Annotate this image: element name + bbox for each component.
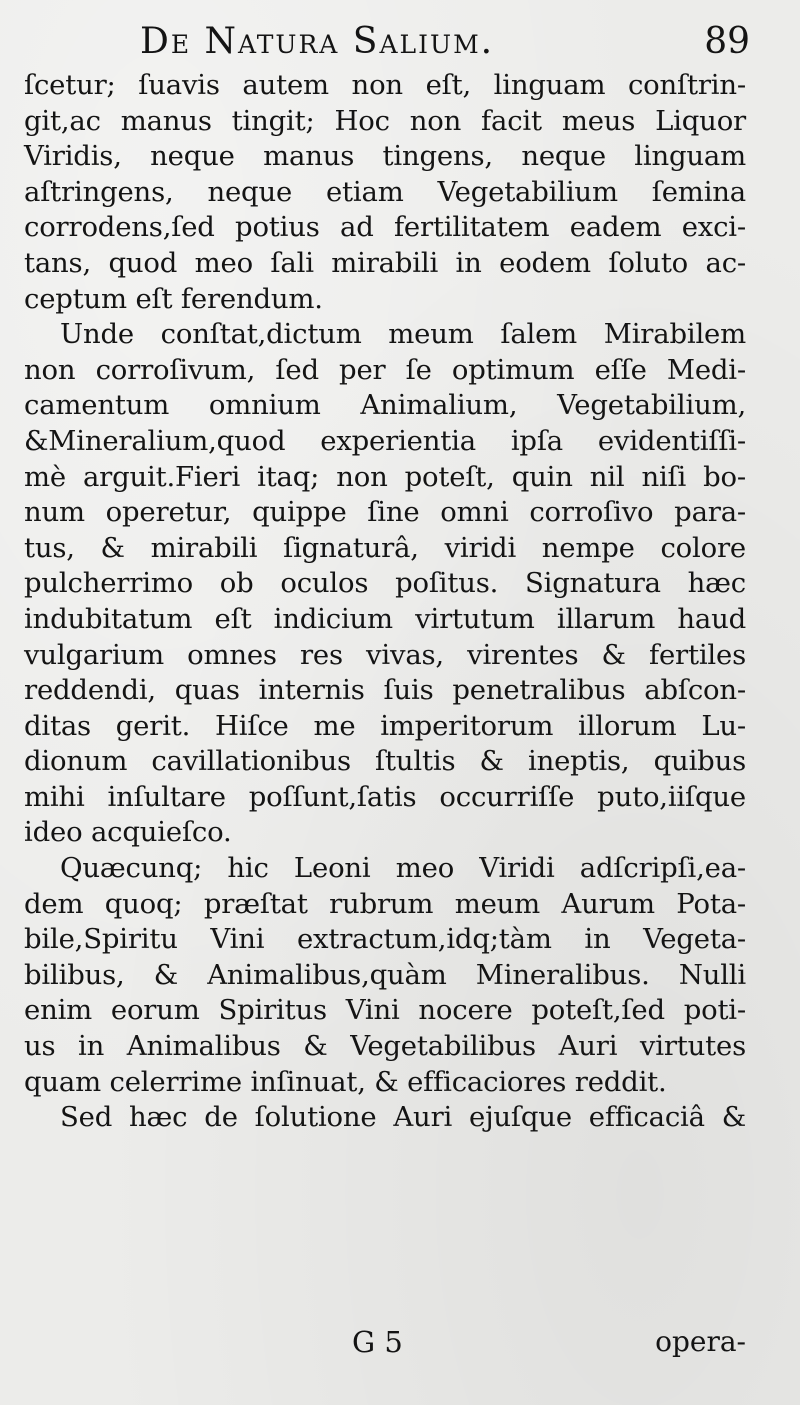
text-line: camentum omnium Animalium, Vegetabilium,: [24, 389, 746, 422]
text-line: Sed hæc de ſolutione Auri ejuſque efficaciâ &: [60, 1101, 746, 1134]
text-line: num operetur, quippe ſine omni corroſivo para-: [24, 496, 746, 529]
text-line: quam celerrime inſinuat, & efficaciores reddit.: [24, 1065, 667, 1098]
text-line: indubitatum eſt indicium virtutum illarum haud: [24, 602, 746, 635]
page-footer: [24, 1322, 746, 1362]
text-block: [24, 68, 746, 1136]
text-line: corrodens,ſed potius ad fertilitatem eadem exci-: [24, 211, 746, 244]
signature-mark: G 5: [352, 1325, 403, 1359]
text-line: enim eorum Spiritus Vini nocere poteſt,ſed poti-: [24, 994, 746, 1027]
text-line: dionum cavillationibus ſtultis & ineptis, quibus: [24, 745, 746, 778]
text-line: ceptum eſt ferendum.: [24, 282, 323, 315]
text-line: git,ac manus tingit; Hoc non facit meus Liquor: [24, 104, 746, 137]
text-line: non corroſivum, ſed per ſe optimum eſſe Medi-: [24, 353, 746, 386]
text-line: Quæcunq; hic Leoni meo Viridi adſcripſi,ea-: [60, 852, 746, 885]
text-line: mihi inſultare poſſunt,ſatis occurriſſe puto,iiſque: [24, 780, 746, 813]
running-title: De Natura Salium.: [140, 21, 495, 62]
text-line: pulcherrimo ob oculos poſitus. Signatura hæc: [24, 567, 746, 600]
text-line: Viridis, neque manus tingens, neque linguam: [24, 140, 746, 173]
text-line: us in Animalibus & Vegetabilibus Auri virtutes: [24, 1030, 746, 1063]
text-line: aſtringens, neque etiam Vegetabilium ſemina: [24, 175, 746, 208]
text-line: mè arguit.Fieri itaq; non poteſt, quin nil niſi bo-: [24, 460, 746, 493]
text-line: reddendi, quas internis ſuis penetralibus abſcon-: [24, 674, 746, 707]
text-line: bile,Spiritu Vini extractum,idq;tàm in Vegeta-: [24, 923, 746, 956]
text-line: tans, quod meo ſali mirabili in eodem ſoluto ac-: [24, 246, 746, 279]
catchword: opera-: [655, 1325, 746, 1358]
text-line: ſcetur; ſuavis autem non eſt, linguam conſtrin-: [24, 69, 746, 101]
text-line: bilibus, & Animalibus,quàm Mineralibus. Nulli: [24, 958, 746, 991]
page-header: [140, 14, 750, 70]
text-line: dem quoq; præſtat rubrum meum Aurum Pota-: [24, 887, 746, 920]
text-line: ideo acquieſco.: [24, 816, 232, 849]
text-line: tus, & mirabili ſignaturâ, viridi nempe colore: [24, 531, 746, 564]
page-number: 89: [704, 21, 750, 62]
text-line: Unde conſtat,dictum meum ſalem Mirabilem: [60, 318, 746, 351]
text-line: ditas gerit. Hiſce me imperitorum illorum Lu-: [24, 709, 746, 742]
text-line: &Mineralium,quod experientia ipſa evidentiſſi-: [24, 424, 746, 457]
text-line: vulgarium omnes res vivas, virentes & fertiles: [24, 638, 746, 671]
